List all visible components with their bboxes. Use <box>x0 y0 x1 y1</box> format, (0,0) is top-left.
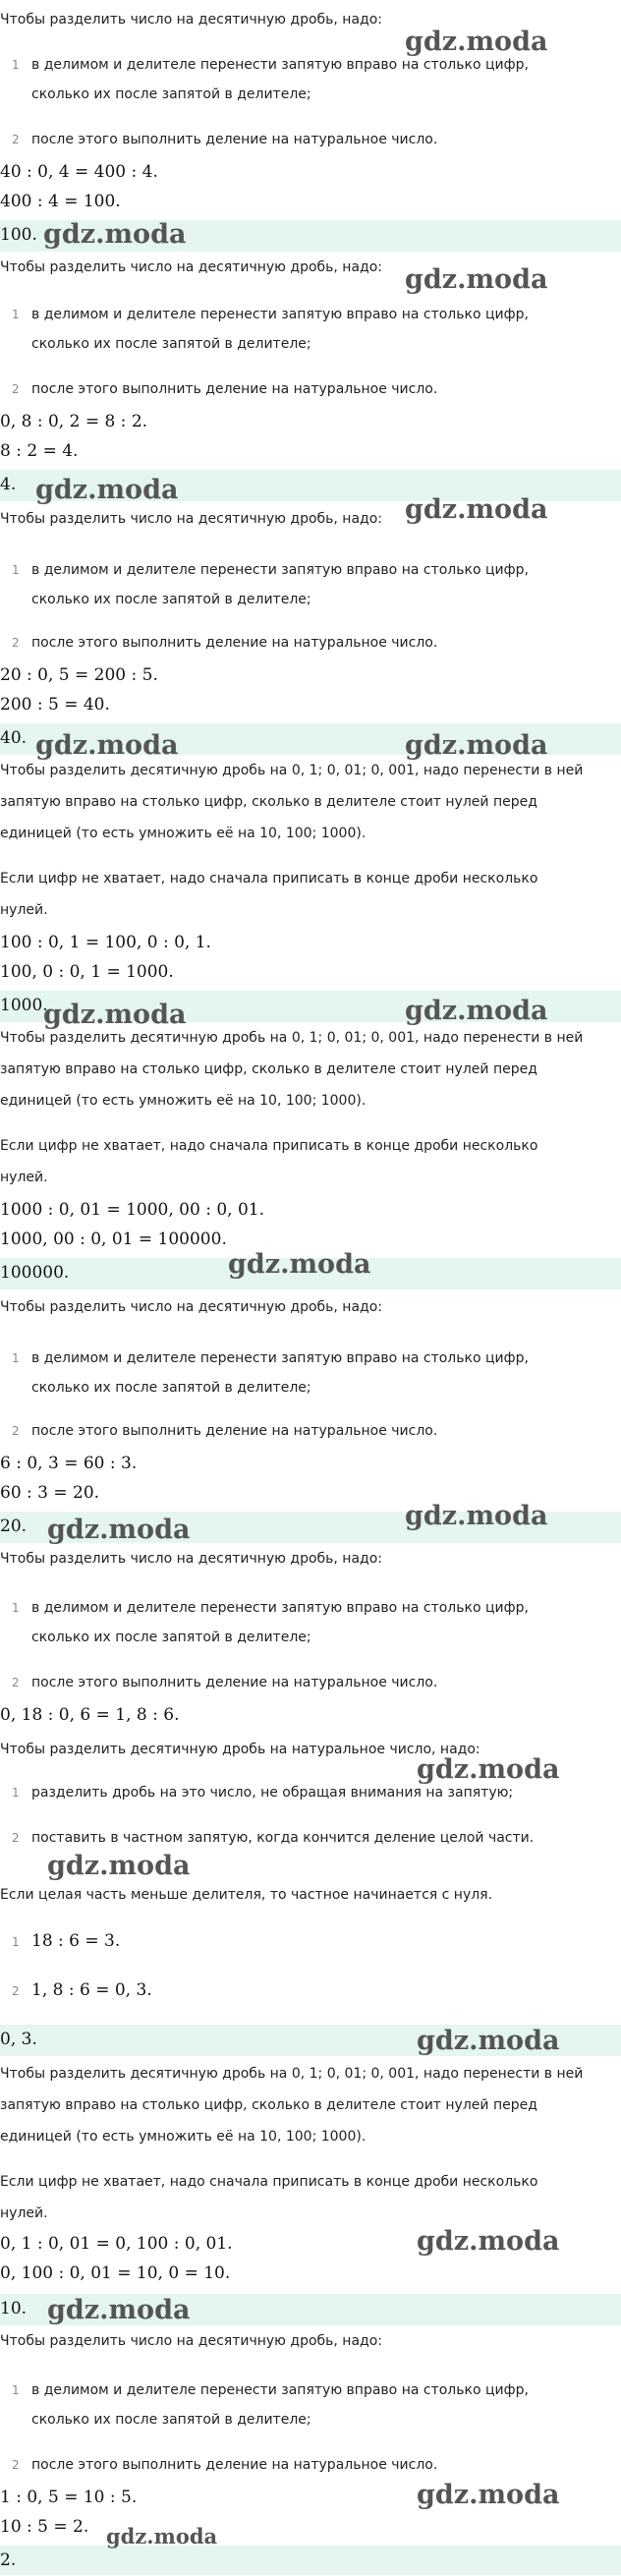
step-number: 1 <box>12 2383 20 2397</box>
step-text: в делимом и делителе перенести запятую вправо на столько цифр, <box>31 1600 529 1616</box>
rule-text: Чтобы разделить число на десятичную дробь, надо: <box>0 12 382 28</box>
step-text: сколько их после запятой в делителе; <box>31 86 311 102</box>
rule-text: запятую вправо на столько цифр, сколько в делителе стоит нулей перед <box>0 1061 537 1077</box>
step-text: в делимом и делителе перенести запятую вправо на столько цифр, <box>31 562 529 578</box>
math-line: 1, 8 : 6 = 0, 3. <box>31 1980 152 2000</box>
step-text: после этого выполнить деление на натуральное число. <box>31 381 438 397</box>
answer: 100000. <box>0 1263 70 1283</box>
watermark: gdz.moda <box>405 996 548 1026</box>
watermark: gdz.moda <box>35 730 179 761</box>
math-line: 6 : 0, 3 = 60 : 3. <box>0 1454 138 1473</box>
watermark: gdz.moda <box>43 219 187 250</box>
step-text: поставить в частном запятую, когда кончится деление целой части. <box>31 1830 535 1846</box>
rule-text: Если целая часть меньше делителя, то частное начинается с нуля. <box>0 1887 493 1903</box>
watermark: gdz.moda <box>405 264 548 295</box>
rule-text: Если цифр не хватает, надо сначала приписать в конце дроби несколько <box>0 2174 538 2190</box>
rule-text: Чтобы разделить число на десятичную дробь, надо: <box>0 2333 382 2349</box>
step-text: в делимом и делителе перенести запятую вправо на столько цифр, <box>31 57 529 73</box>
answer: 40. <box>0 728 28 748</box>
answer: 1000. <box>0 996 48 1015</box>
watermark: gdz.moda <box>47 1851 191 1881</box>
watermark: gdz.moda <box>228 1249 371 1280</box>
step-number: 2 <box>12 1676 20 1689</box>
rule-text: Чтобы разделить число на десятичную дробь, надо: <box>0 511 382 527</box>
step-number: 1 <box>12 1935 20 1949</box>
math-line: 1000 : 0, 01 = 1000, 00 : 0, 01. <box>0 1200 265 1220</box>
answer: 0, 3. <box>0 2030 37 2049</box>
step-number: 1 <box>12 308 20 321</box>
watermark: gdz.moda <box>47 1515 191 1545</box>
watermark: gdz.moda <box>417 2480 560 2510</box>
step-number: 2 <box>12 1831 20 1845</box>
step-text: сколько их после запятой в делителе; <box>31 1630 311 1645</box>
watermark: gdz.moda <box>417 1754 560 1785</box>
step-text: после этого выполнить деление на натуральное число. <box>31 1675 438 1690</box>
rule-text: Чтобы разделить десятичную дробь на 0, 1; 0, 01; 0, 001, надо перенести в ней <box>0 1030 584 1046</box>
math-line: 100 : 0, 1 = 100, 0 : 0, 1. <box>0 933 211 952</box>
step-text: после этого выполнить деление на натуральное число. <box>31 635 438 651</box>
step-number: 2 <box>12 1424 20 1438</box>
step-text: после этого выполнить деление на натуральное число. <box>31 2457 438 2473</box>
step-number: 2 <box>12 382 20 396</box>
rule-text: Если цифр не хватает, надо сначала приписать в конце дроби несколько <box>0 1138 538 1154</box>
math-line: 20 : 0, 5 = 200 : 5. <box>0 665 158 685</box>
rule-text: нулей. <box>0 1170 48 1185</box>
answer-band <box>0 2546 621 2575</box>
step-text: сколько их после запятой в делителе; <box>31 1380 311 1396</box>
math-line: 200 : 5 = 40. <box>0 695 110 715</box>
answer: 100. <box>0 225 37 245</box>
watermark: gdz.moda <box>43 1000 187 1030</box>
watermark: gdz.moda <box>405 730 548 761</box>
rule-text: единицей (то есть умножить её на 10, 100; 1000). <box>0 826 367 841</box>
step-number: 1 <box>12 1786 20 1800</box>
math-line: 100, 0 : 0, 1 = 1000. <box>0 962 174 982</box>
rule-text: Чтобы разделить число на десятичную дробь, надо: <box>0 259 382 275</box>
step-number: 1 <box>12 58 20 72</box>
rule-text: единицей (то есть умножить её на 10, 100; 1000). <box>0 1093 367 1109</box>
math-line: 0, 100 : 0, 01 = 10, 0 = 10. <box>0 2263 231 2283</box>
step-text: разделить дробь на это число, не обращая внимания на запятую; <box>31 1785 514 1801</box>
step-number: 2 <box>12 2458 20 2472</box>
rule-text: единицей (то есть умножить её на 10, 100; 1000). <box>0 2129 367 2145</box>
rule-text: Чтобы разделить число на десятичную дробь, надо: <box>0 1551 382 1567</box>
step-text: в делимом и делителе перенести запятую вправо на столько цифр, <box>31 307 529 322</box>
math-line: 60 : 3 = 20. <box>0 1483 100 1503</box>
step-number: 2 <box>12 1984 20 1998</box>
rule-text: Если цифр не хватает, надо сначала приписать в конце дроби несколько <box>0 871 538 887</box>
rule-text: запятую вправо на столько цифр, сколько в делителе стоит нулей перед <box>0 794 537 810</box>
rule-text: Чтобы разделить число на десятичную дробь, надо: <box>0 1299 382 1315</box>
rule-text: нулей. <box>0 902 48 918</box>
rule-text: Чтобы разделить десятичную дробь на натуральное число, надо: <box>0 1742 480 1757</box>
rule-text: Чтобы разделить десятичную дробь на 0, 1; 0, 01; 0, 001, надо перенести в ней <box>0 2066 584 2082</box>
answer: 10. <box>0 2299 28 2318</box>
step-number: 1 <box>12 1601 20 1615</box>
step-text: после этого выполнить деление на натуральное число. <box>31 132 438 147</box>
watermark: gdz.moda <box>405 494 548 525</box>
step-text: в делимом и делителе перенести запятую вправо на столько цифр, <box>31 2382 529 2398</box>
rule-text: Чтобы разделить десятичную дробь на 0, 1; 0, 01; 0, 001, надо перенести в ней <box>0 763 584 778</box>
watermark: gdz.moda <box>35 475 179 505</box>
rule-text: запятую вправо на столько цифр, сколько в делителе стоит нулей перед <box>0 2097 537 2113</box>
step-number: 2 <box>12 133 20 146</box>
answer: 4. <box>0 475 17 494</box>
watermark: gdz.moda <box>106 2524 218 2548</box>
math-line: 0, 1 : 0, 01 = 0, 100 : 0, 01. <box>0 2234 233 2254</box>
answer: 20. <box>0 1517 28 1536</box>
math-line: 1 : 0, 5 = 10 : 5. <box>0 2488 138 2507</box>
math-line: 0, 18 : 0, 6 = 1, 8 : 6. <box>0 1705 180 1725</box>
watermark: gdz.moda <box>405 1501 548 1531</box>
step-number: 1 <box>12 563 20 577</box>
step-number: 1 <box>12 1351 20 1365</box>
rule-text: нулей. <box>0 2205 48 2221</box>
watermark: gdz.moda <box>47 2295 191 2325</box>
math-line: 400 : 4 = 100. <box>0 192 121 211</box>
step-text: после этого выполнить деление на натуральное число. <box>31 1423 438 1439</box>
math-line: 1000, 00 : 0, 01 = 100000. <box>0 1230 227 1249</box>
math-line: 40 : 0, 4 = 400 : 4. <box>0 162 158 182</box>
step-text: сколько их после запятой в делителе; <box>31 2412 311 2428</box>
step-text: сколько их после запятой в делителе; <box>31 336 311 352</box>
step-number: 2 <box>12 636 20 650</box>
math-line: 10 : 5 = 2. <box>0 2517 89 2537</box>
watermark: gdz.moda <box>405 27 548 57</box>
math-line: 0, 8 : 0, 2 = 8 : 2. <box>0 412 148 431</box>
math-line: 8 : 2 = 4. <box>0 441 79 461</box>
step-text: в делимом и делителе перенести запятую вправо на столько цифр, <box>31 1350 529 1366</box>
math-line: 18 : 6 = 3. <box>31 1931 121 1951</box>
watermark: gdz.moda <box>417 2226 560 2257</box>
step-text: сколько их после запятой в делителе; <box>31 592 311 607</box>
answer: 2. <box>0 2550 17 2570</box>
watermark: gdz.moda <box>417 2026 560 2056</box>
